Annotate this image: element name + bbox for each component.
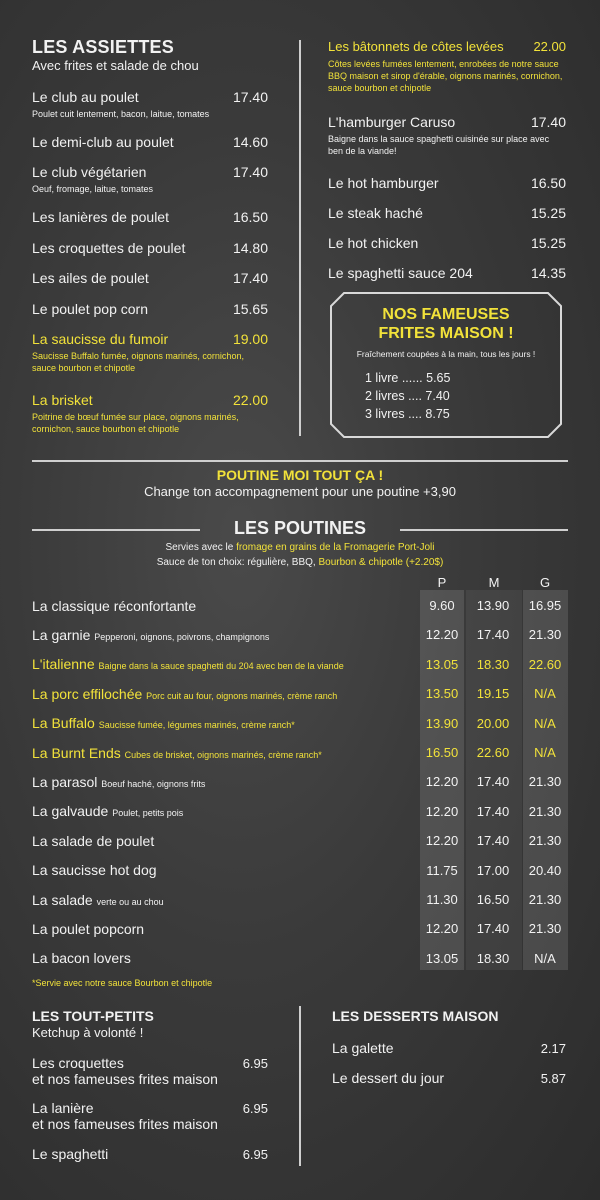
frites-price-2: 2 livres .... 7.40 <box>365 389 450 403</box>
price-medium: 18.30 <box>476 656 510 672</box>
price-medium: 22.60 <box>476 745 510 760</box>
header-m: M <box>488 575 500 590</box>
price-medium: 17.40 <box>476 803 510 819</box>
poutine-title: La saucisse hot dog <box>32 862 157 879</box>
poutine-row <box>32 738 568 767</box>
item-name: Le spaghetti sauce 204 <box>328 265 473 281</box>
sauce-highlight: Bourbon & chipotle (+2.20$) <box>318 557 444 568</box>
poutine-name <box>32 745 420 761</box>
poutine-row <box>32 797 568 826</box>
item-price: 15.25 <box>530 235 566 251</box>
poutine-title: La porc effilochée <box>32 685 143 702</box>
menu-item <box>328 264 566 282</box>
item-price: 19.00 <box>232 331 268 347</box>
poutine-title: La Buffalo <box>32 715 95 732</box>
price-small: 13.90 <box>425 715 459 731</box>
poutine-row <box>32 944 568 973</box>
menu-item <box>32 88 268 120</box>
menu-item <box>328 174 566 192</box>
price-small: 12.20 <box>425 833 459 849</box>
poutine-title: La parasol <box>32 773 98 790</box>
price-medium: 20.00 <box>476 715 510 731</box>
poutine-row <box>32 856 568 885</box>
poutine-row <box>32 826 568 855</box>
item-name: Le demi-club au poulet <box>32 134 174 150</box>
poutine-title: La poulet popcorn <box>32 920 145 937</box>
menu-item <box>328 234 566 252</box>
price-medium: 17.40 <box>476 921 510 937</box>
item-name: Le hot chicken <box>328 235 419 251</box>
item-name: La brisket <box>32 392 93 408</box>
price-large: 21.30 <box>528 921 562 937</box>
menu-item <box>32 208 268 226</box>
poutine-row <box>32 650 568 679</box>
served-highlight: fromage en grains de la Fromagerie Port-Joli <box>236 542 435 553</box>
header-g: G <box>539 575 551 590</box>
item-desc: Baigne dans la sauce spaghetti cuisinée sur place avec ben de la viande! <box>328 134 550 156</box>
poutine-desc: verte ou au chou <box>96 896 164 907</box>
poutine-title: La Burnt Ends <box>32 744 121 761</box>
menu-item-featured <box>32 391 268 435</box>
poutines-served <box>0 542 600 553</box>
poutine-row <box>32 709 568 738</box>
item-name: Le poulet pop corn <box>32 301 148 317</box>
frites-price-1: 1 livre ...... 5.65 <box>365 371 451 385</box>
item-name: L'hamburger Caruso <box>328 114 456 130</box>
menu-item <box>32 269 268 287</box>
price-large: 21.30 <box>528 833 562 849</box>
poutine-desc: Poulet, petits pois <box>112 808 184 819</box>
poutine-name <box>32 686 420 702</box>
price-large: N/A <box>534 745 556 760</box>
kids-item <box>32 1146 108 1162</box>
poutine-name <box>32 774 420 790</box>
kids-item-price: 6.95 <box>242 1056 268 1071</box>
kids-item-line2: et nos fameuses frites maison <box>32 1116 218 1132</box>
frites-title-line2: FRITES MAISON ! <box>378 325 514 342</box>
poutine-title: L'italienne <box>32 656 95 673</box>
item-name: Les bâtonnets de côtes levées <box>328 39 504 54</box>
item-price: 17.40 <box>232 89 268 105</box>
item-price: 16.50 <box>232 209 268 225</box>
price-medium: 17.40 <box>476 774 510 790</box>
poutine-row <box>32 914 568 943</box>
poutine-name <box>32 627 420 643</box>
price-small: 11.75 <box>426 862 458 878</box>
price-small: 12.20 <box>425 774 459 790</box>
poutines-footnote: *Servie avec notre sauce Bourbon et chipotle <box>32 978 213 988</box>
price-small: 9.60 <box>429 598 455 613</box>
price-large: N/A <box>534 950 556 966</box>
served-prefix: Servies avec le <box>165 542 237 553</box>
kids-item-line1: Les croquettes <box>32 1055 124 1071</box>
tout-petits-subtitle: Ketchup à volonté ! <box>32 1025 144 1040</box>
menu-item <box>32 133 268 151</box>
price-medium: 16.50 <box>476 892 510 907</box>
dessert-price: 5.87 <box>540 1071 566 1086</box>
price-large: 16.95 <box>528 598 562 613</box>
price-large: N/A <box>534 715 556 731</box>
item-price: 15.65 <box>232 301 268 317</box>
poutine-title: La garnie <box>32 626 91 643</box>
item-price: 14.35 <box>530 265 566 281</box>
item-name: Les croquettes de poulet <box>32 240 186 256</box>
item-price: 22.00 <box>533 39 566 54</box>
menu-item <box>32 239 268 257</box>
poutine-desc: Porc cuit au four, oignons marinés, crème ranch <box>146 690 338 701</box>
column-divider <box>299 40 301 436</box>
item-name: Le club végétarien <box>32 164 147 180</box>
assiettes-section <box>32 36 270 74</box>
price-large: 21.30 <box>528 803 562 819</box>
price-small: 13.50 <box>425 686 459 702</box>
item-desc: Oeuf, fromage, laitue, tomates <box>32 184 154 194</box>
item-price: 15.25 <box>530 205 566 221</box>
price-medium: 17.00 <box>476 862 510 878</box>
poutine-name <box>32 950 420 966</box>
kids-item <box>32 1100 218 1132</box>
kids-item-price: 6.95 <box>242 1147 268 1162</box>
price-medium: 17.40 <box>476 833 510 849</box>
item-price: 16.50 <box>530 175 566 191</box>
price-large: 22.60 <box>528 656 562 672</box>
kids-item-line2: et nos fameuses frites maison <box>32 1071 218 1087</box>
dessert-item: La galette <box>332 1040 394 1056</box>
poutines-title: LES POUTINES <box>233 518 367 538</box>
price-large: 21.30 <box>528 774 562 790</box>
kids-item-line1: La lanière <box>32 1100 94 1116</box>
tout-petits-section <box>32 1008 154 1041</box>
kids-item-price: 6.95 <box>242 1101 268 1116</box>
item-name: Les ailes de poulet <box>32 270 149 286</box>
menu-item <box>32 300 268 318</box>
frites-price-3: 3 livres .... 8.75 <box>365 407 450 421</box>
poutine-title: La classique réconfortante <box>32 597 197 614</box>
price-small: 16.50 <box>425 745 459 760</box>
item-name: Les lanières de poulet <box>32 209 169 225</box>
poutine-name <box>32 715 420 731</box>
price-medium: 18.30 <box>476 950 510 966</box>
dessert-price: 2.17 <box>540 1041 566 1056</box>
section-divider <box>32 460 568 462</box>
menu-item <box>328 113 566 157</box>
price-medium: 13.90 <box>476 598 510 613</box>
kids-item-line1: Le spaghetti <box>32 1146 109 1162</box>
column-divider <box>299 1006 301 1166</box>
price-small: 12.20 <box>425 921 459 937</box>
header-p: P <box>437 575 447 590</box>
price-small: 12.20 <box>425 627 459 643</box>
poutine-title: La bacon lovers <box>32 950 131 967</box>
price-large: 21.30 <box>528 892 562 907</box>
poutine-name <box>32 803 420 819</box>
poutine-moi-title: POUTINE MOI TOUT ÇA ! <box>216 467 384 483</box>
menu-item <box>328 204 566 222</box>
item-desc: Côtes levées fumées lentement, enrobées de notre sauce BBQ maison et sirop d'érable, oignons marinés, cornichon, sauce bourbon et chipotle <box>328 59 563 93</box>
dessert-item: Le dessert du jour <box>332 1070 445 1086</box>
price-large: 20.40 <box>528 862 562 878</box>
poutine-moi-subtitle: Change ton accompagnement pour une poutine +3,90 <box>144 484 456 499</box>
item-name: Le hot hamburger <box>328 175 439 191</box>
menu-item <box>32 163 268 195</box>
kids-item <box>32 1055 218 1087</box>
price-small: 11.30 <box>426 892 458 907</box>
poutines-sauce <box>0 557 600 568</box>
assiettes-subtitle: Avec frites et salade de chou <box>32 58 199 73</box>
item-name: Le steak haché <box>328 205 423 221</box>
frites-subtitle: Fraîchement coupées à la main, tous les jours ! <box>356 349 536 359</box>
poutine-desc: Baigne dans la sauce spaghetti du 204 avec ben de la viande <box>98 661 344 672</box>
frites-title-line1: NOS FAMEUSES <box>382 306 510 323</box>
item-price: 22.00 <box>232 392 268 408</box>
poutine-name <box>32 833 420 849</box>
item-price: 17.40 <box>530 114 566 130</box>
menu-item-featured <box>328 38 566 94</box>
item-price: 14.60 <box>232 134 268 150</box>
assiettes-title: LES ASSIETTES <box>32 37 174 57</box>
price-small: 13.05 <box>425 950 459 966</box>
poutine-name <box>32 598 420 614</box>
poutine-desc: Cubes de brisket, oignons marinés, crème ranch* <box>124 749 322 760</box>
tout-petits-title: LES TOUT-PETITS <box>32 1008 154 1024</box>
poutine-row <box>32 679 568 708</box>
poutine-row <box>32 620 568 649</box>
frites-title <box>330 305 562 343</box>
poutine-desc: Pepperoni, oignons, poivrons, champignons <box>94 631 270 642</box>
frites-prices <box>365 369 505 423</box>
price-large: 21.30 <box>528 627 562 643</box>
poutine-name <box>32 862 420 878</box>
price-medium: 17.40 <box>476 627 510 643</box>
poutine-title: La salade de poulet <box>32 832 155 849</box>
item-price: 14.80 <box>232 240 268 256</box>
price-small: 12.20 <box>425 803 459 819</box>
poutine-name <box>32 892 420 908</box>
item-name: Le club au poulet <box>32 89 139 105</box>
poutine-title: La galvaude <box>32 803 109 820</box>
item-desc: Poulet cuit lentement, bacon, laitue, tomates <box>32 109 210 119</box>
desserts-title: LES DESSERTS MAISON <box>332 1008 499 1024</box>
poutine-row <box>32 591 568 620</box>
item-name: La saucisse du fumoir <box>32 331 169 347</box>
sauce-prefix: Sauce de ton choix: régulière, BBQ, <box>156 557 319 568</box>
item-desc: Poitrine de bœuf fumée sur place, oignons marinés, cornichon, sauce bourbon et chipotle <box>32 412 239 434</box>
poutine-name <box>32 921 420 937</box>
poutine-name <box>32 656 420 672</box>
price-small: 13.05 <box>425 656 459 672</box>
item-price: 17.40 <box>232 270 268 286</box>
item-price: 17.40 <box>232 164 268 180</box>
item-desc: Saucisse Buffalo fumée, oignons marinés, cornichon, sauce bourbon et chipotle <box>32 351 244 373</box>
poutine-row <box>32 885 568 914</box>
poutine-title: La salade <box>32 891 93 908</box>
price-large: N/A <box>534 686 556 702</box>
menu-item-featured <box>32 330 268 374</box>
poutine-row <box>32 767 568 796</box>
poutine-desc: Saucisse fumée, légumes marinés, crème ranch* <box>98 720 295 731</box>
price-medium: 19.15 <box>476 686 510 702</box>
poutine-desc: Boeuf haché, oignons frits <box>101 778 206 789</box>
